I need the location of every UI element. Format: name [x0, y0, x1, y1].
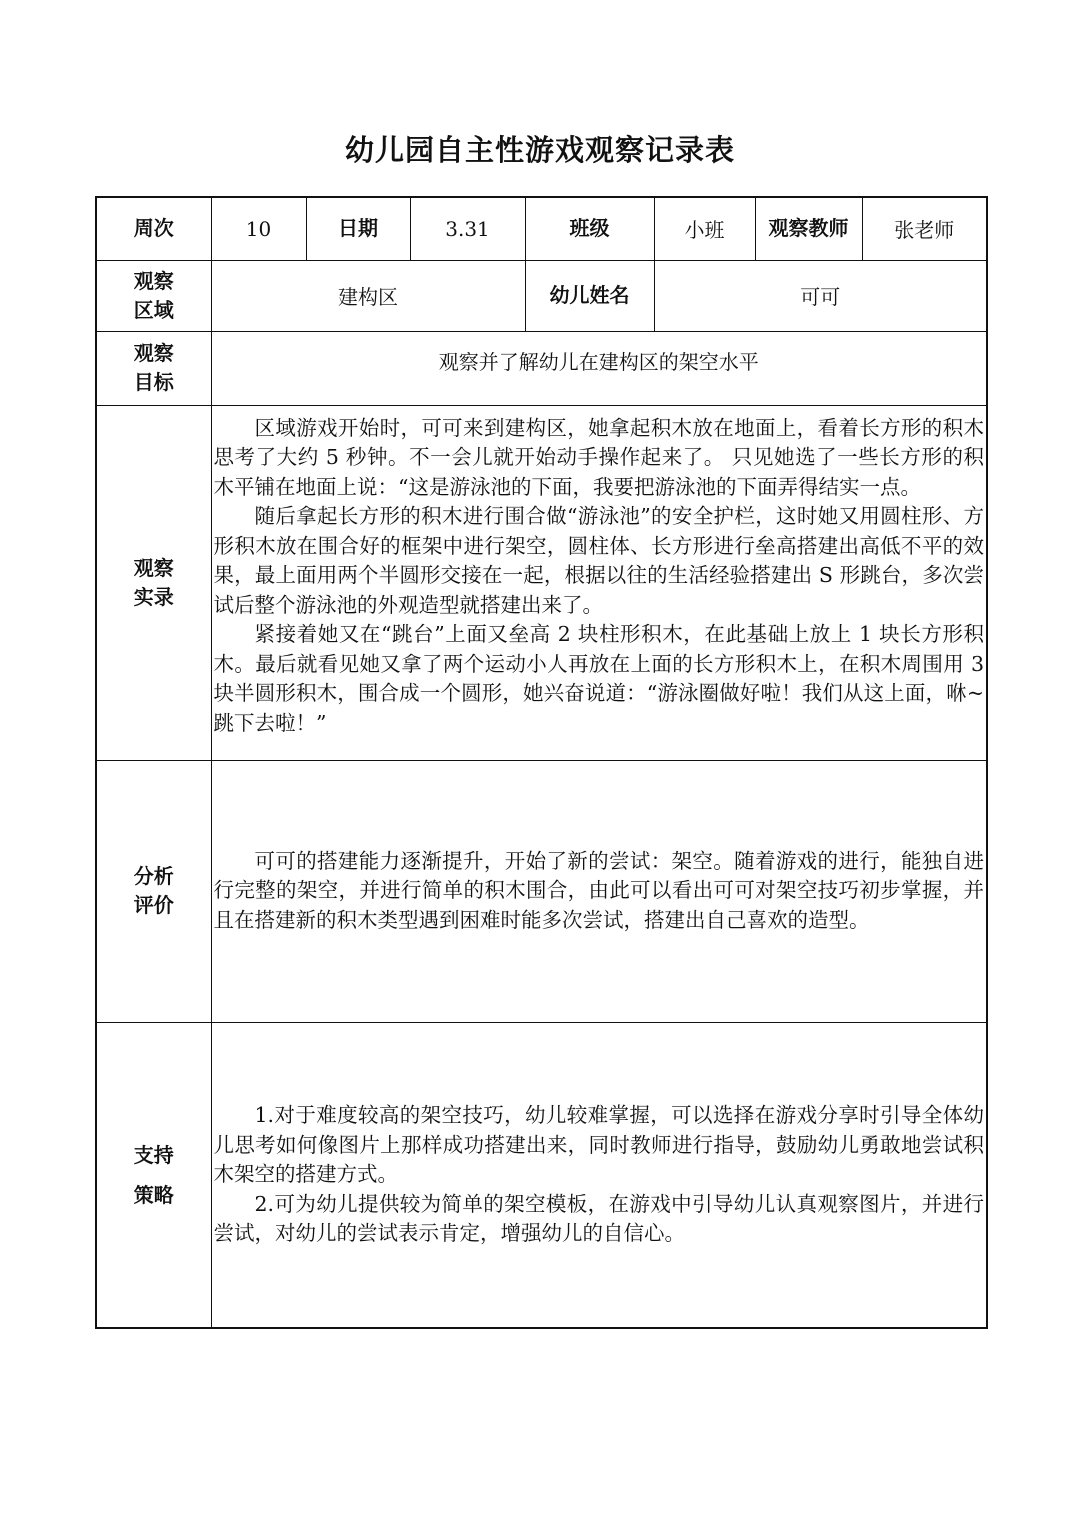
analysis-row	[96, 760, 987, 1022]
record-content	[211, 405, 987, 760]
info-row-1	[96, 197, 987, 260]
support-row	[96, 1022, 987, 1328]
class-label: 班级	[525, 197, 654, 260]
goal-label: 观察 目标	[96, 331, 211, 405]
record-paragraph: 紧接着她又在“跳台”上面又垒高 2 块柱形积木，在此基础上放上 1 块长方形积木。最后就看见她又拿了两个运动小人再放在上面的长方形积木上，在积木周围用 3 块半圆形积木，围合成一个圆形，她兴奋说道：“游泳圈做好啦！我们从这上面，咻~跳下去啦！”	[213, 622, 984, 735]
record-row	[96, 405, 987, 760]
record-label: 观察 实录	[96, 405, 211, 760]
week-label: 周次	[96, 197, 211, 260]
support-paragraph: 1.对于难度较高的架空技巧，幼儿较难掌握，可以选择在游戏分享时引导全体幼儿思考如何像图片上那样成功搭建出来，同时教师进行指导，鼓励幼儿勇敢地尝试积木架空的搭建方式。	[213, 1103, 984, 1186]
info-row-2	[96, 260, 987, 331]
support-content	[211, 1022, 987, 1328]
observation-table	[95, 196, 988, 1329]
page-title: 幼儿园自主性游戏观察记录表	[344, 133, 735, 167]
child-name-label: 幼儿姓名	[525, 260, 654, 331]
week-value: 10	[211, 197, 306, 260]
analysis-content	[211, 760, 987, 1022]
support-paragraph: 2.可为幼儿提供较为简单的架空模板，在游戏中引导幼儿认真观察图片，并进行尝试，对幼儿的尝试表示肯定，增强幼儿的自信心。	[213, 1191, 984, 1245]
date-label: 日期	[306, 197, 410, 260]
teacher-label: 观察教师	[755, 197, 862, 260]
teacher-value: 张老师	[862, 197, 987, 260]
goal-row	[96, 331, 987, 405]
class-value: 小班	[654, 197, 755, 260]
analysis-label: 分析 评价	[96, 760, 211, 1022]
analysis-paragraph: 可可的搭建能力逐渐提升，开始了新的尝试：架空。随着游戏的进行，能独自进行完整的架空，并进行简单的积木围合，由此可以看出可可对架空技巧初步掌握，并且在搭建新的积木类型遇到困难时能多次尝试，搭建出自己喜欢的造型。	[213, 848, 984, 932]
record-paragraph: 区域游戏开始时，可可来到建构区，她拿起积木放在地面上，看着长方形的积木思考了大约 5 秒钟。不一会儿就开始动手操作起来了。 只见她选了一些长方形的积木平铺在地面上说：“这是游泳池的下面，我要把游泳池的下面弄得结实一点。	[213, 415, 984, 499]
area-label: 观察 区域	[96, 260, 211, 331]
goal-value: 观察并了解幼儿在建构区的架空水平	[211, 331, 987, 405]
area-value: 建构区	[211, 260, 525, 331]
date-value: 3.31	[410, 197, 525, 260]
child-name-value: 可可	[654, 260, 987, 331]
record-paragraph: 随后拿起长方形的积木进行围合做“游泳池”的安全护栏，这时她又用圆柱形、方形积木放在围合好的框架中进行架空，圆柱体、长方形进行垒高搭建出高低不平的效果，最上面用两个半圆形交接在一起，根据以往的生活经验搭建出 S 形跳台，多次尝试后整个游泳池的外观造型就搭建出来了。	[213, 504, 984, 617]
support-label: 支持 策略	[96, 1022, 211, 1328]
